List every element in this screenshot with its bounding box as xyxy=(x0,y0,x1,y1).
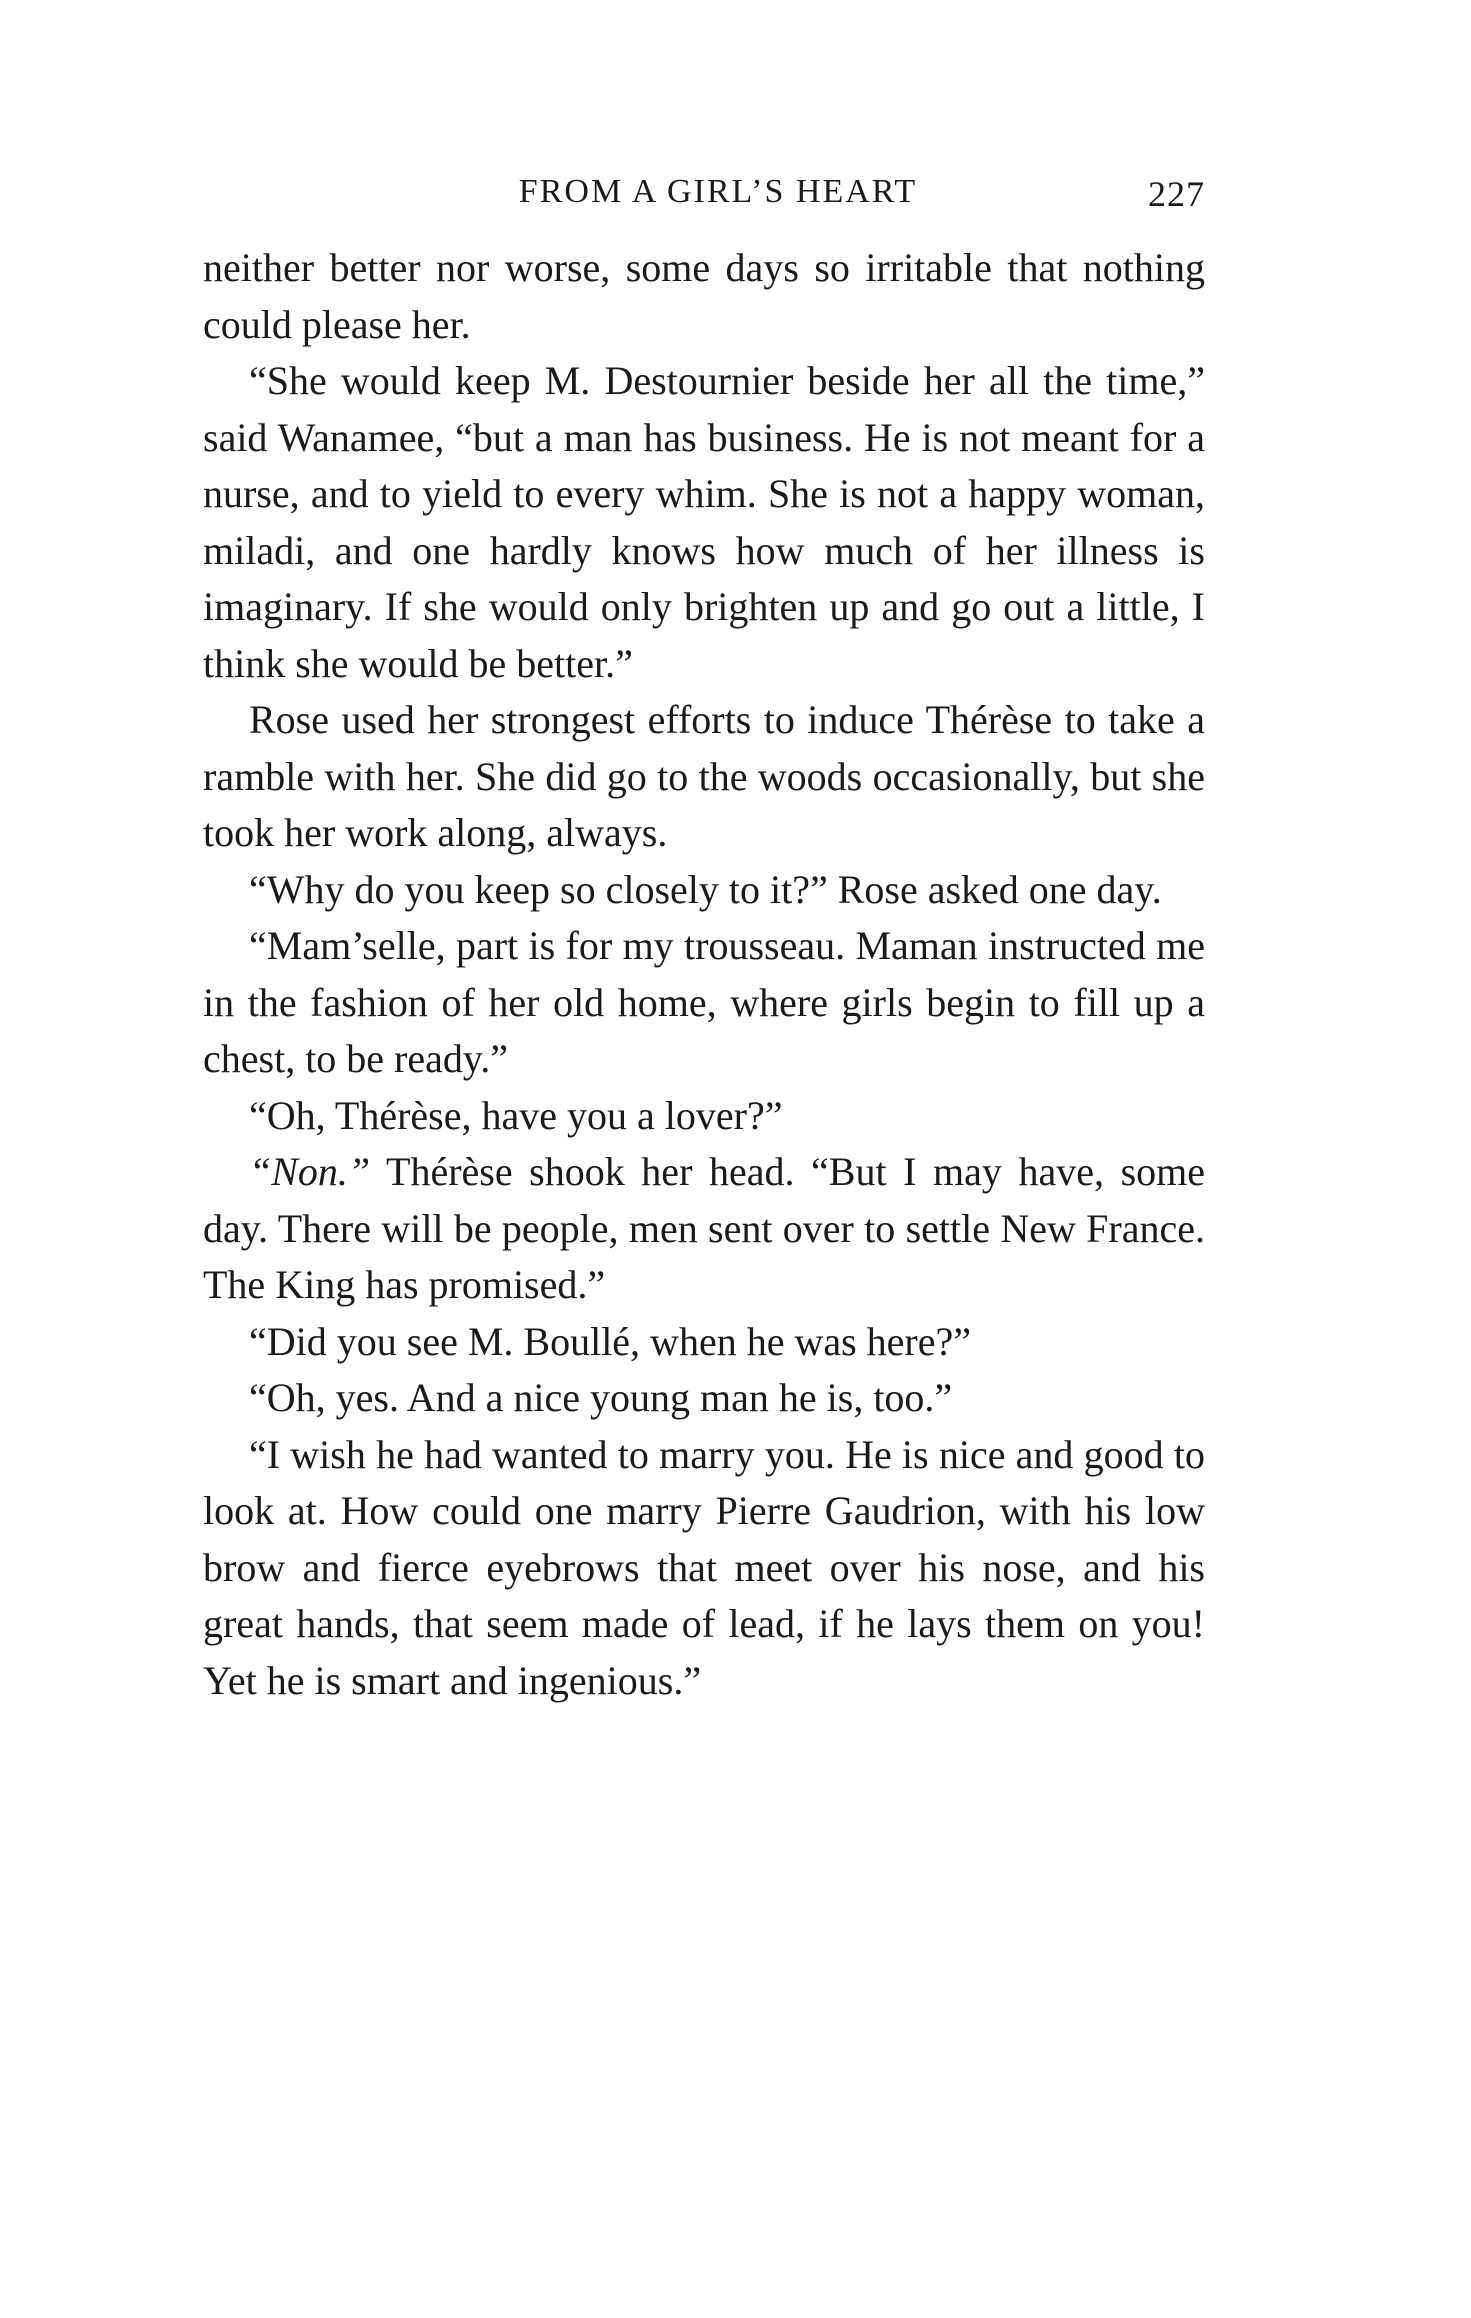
paragraph-1: neither better nor worse, some days so irritable that nothing could please her. xyxy=(203,245,1205,347)
paragraph-9: “Oh, yes. And a nice young man he is, too.” xyxy=(249,1375,953,1420)
paragraph-10: “I wish he had wanted to marry you. He is nice and good to look at. How could one marry Pierre Gaudrion, with his low brow and fierce eyebrows that meet over his nose, and his great hands, that seem made of lead, if he lays them on you! Yet he is smart and ingenious.” xyxy=(203,1431,1205,1703)
running-header xyxy=(203,162,1205,222)
paragraph-7 xyxy=(203,1144,1205,1314)
italic-word: “Non.” xyxy=(249,1149,371,1194)
page-number: 227 xyxy=(1148,174,1205,214)
paragraph-6: “Oh, Thérèse, have you a lover?” xyxy=(249,1092,783,1138)
paragraph-3: Rose used her strongest efforts to induce Thérèse to take a ramble with her. She did go to the woods occasionally, but she took her work along, always. xyxy=(203,697,1205,855)
paragraph-5: “Mam’selle, part is for my trousseau. Maman instructed me in the fashion of her old home, where girls begin to fill up a chest, to be ready.” xyxy=(203,923,1205,1081)
paragraph-2: “She would keep M. Destournier beside her all the time,” said Wanamee, “but a man has business. He is not meant for a nurse, and to yield to every whim. She is not a happy woman, miladi, and one hardly knows how much of her illness is imaginary. If she would only brighten up and go out a little, I think she would be better.” xyxy=(203,358,1205,686)
paragraph-4: “Why do you keep so closely to it?” Rose asked one day. xyxy=(249,866,1162,912)
body-text xyxy=(203,240,1205,1709)
paragraph-7-text: Thérèse shook her head. “But I may have, some day. There will be people, men sent over to settle New France. The King has promised.” xyxy=(203,1149,1205,1307)
paragraph-8: “Did you see M. Boullé, when he was here?” xyxy=(249,1318,971,1364)
running-title: FROM A GIRL’S HEART xyxy=(518,173,918,210)
